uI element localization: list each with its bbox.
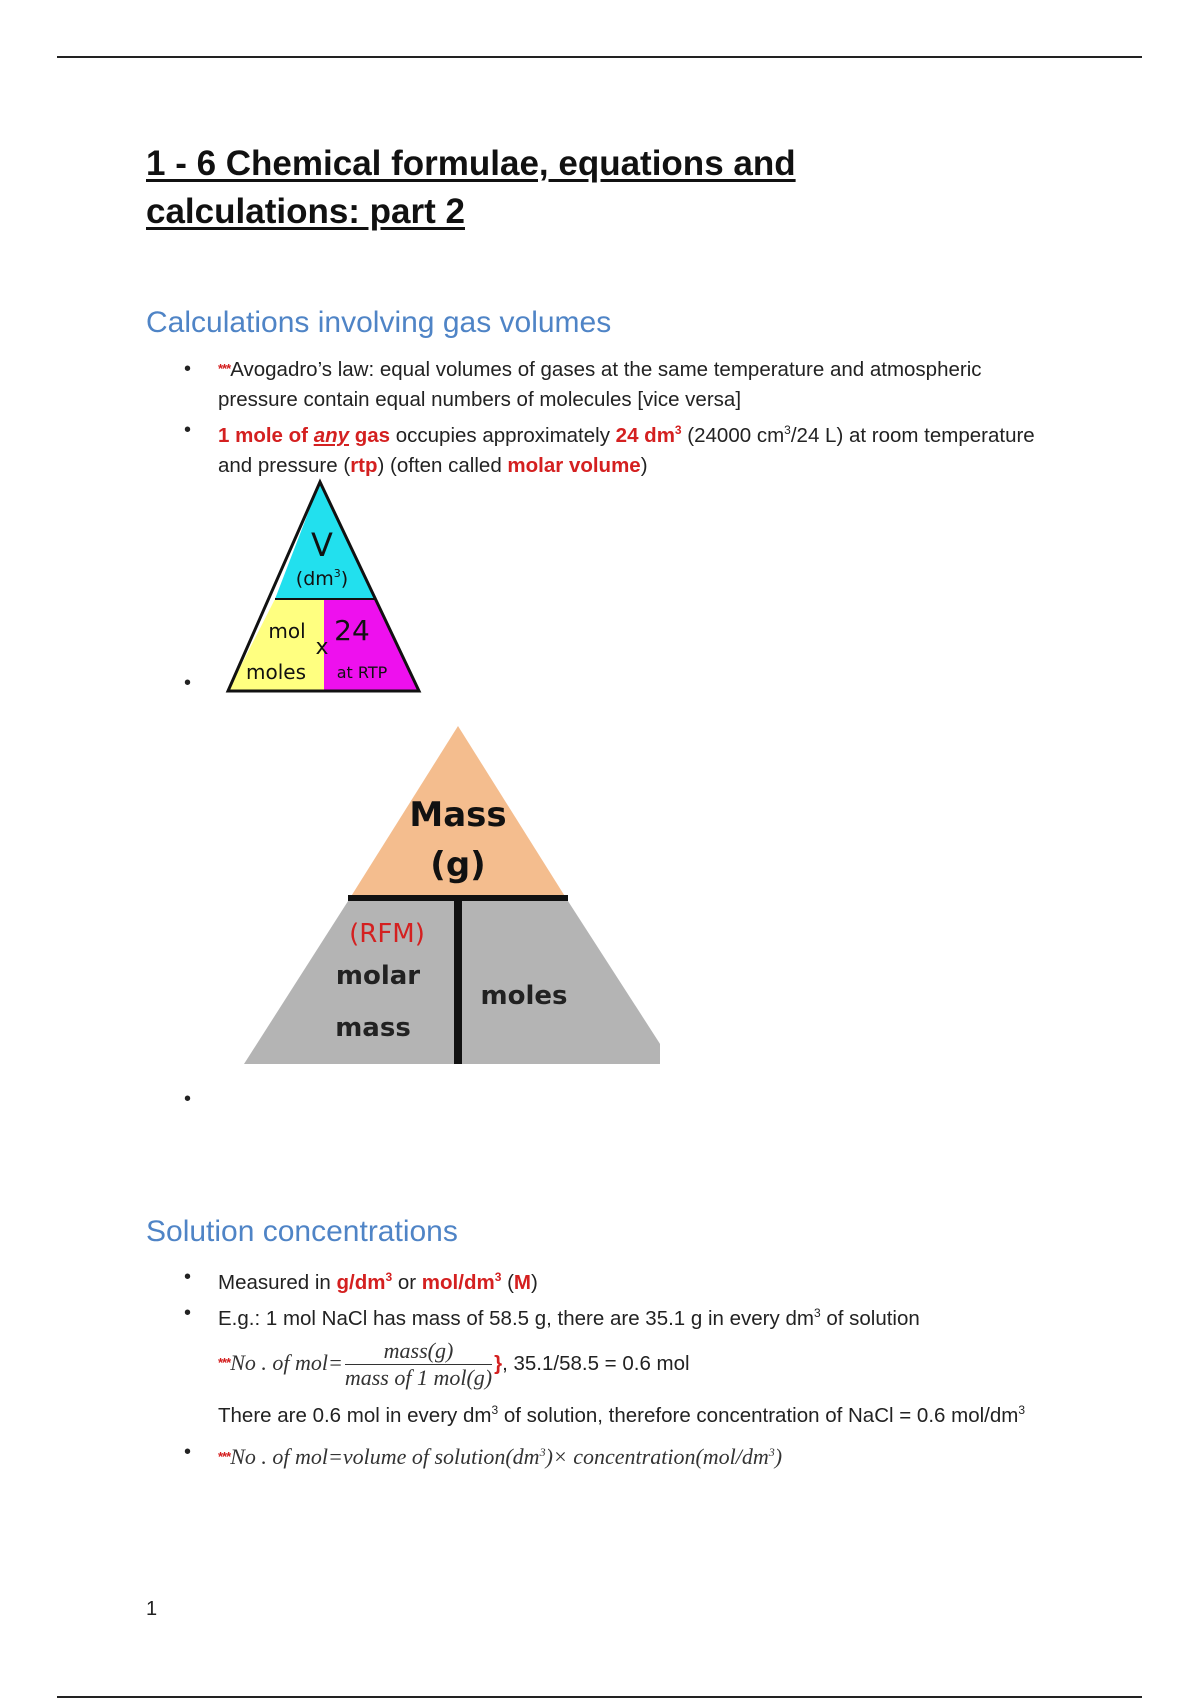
triangle2-molar-label: molar bbox=[335, 961, 421, 991]
avogadro-text: Avogadro’s law: equal volumes of gases at the same temperature and atmospheric pressure contain equal numbers of molecules [vice versa] bbox=[218, 358, 982, 411]
triangle1-moles-label: moles bbox=[246, 660, 306, 684]
triangle1-v-label: V bbox=[311, 526, 333, 564]
triangle1-unit-label: $(dm^3)$ bbox=[295, 567, 349, 590]
bullet-icon: • bbox=[184, 419, 192, 441]
rtp-abbrev: rtp bbox=[350, 454, 378, 477]
triangle1-times-sign: x bbox=[315, 635, 329, 660]
list-item-measured-in bbox=[146, 1262, 1046, 1298]
triangle1-rtp-label: at RTP bbox=[336, 663, 388, 682]
any-word: any bbox=[313, 424, 350, 447]
or-text: or bbox=[392, 1271, 422, 1294]
formula-lhs: No . of mol= bbox=[230, 1349, 343, 1375]
often-called-text: ) (often called bbox=[377, 454, 508, 477]
gas-volume-list bbox=[146, 354, 1046, 481]
triangle2-g-label: (g) bbox=[430, 845, 486, 885]
molar-volume-term: molar volume bbox=[507, 454, 641, 477]
concentration-list bbox=[146, 1262, 1046, 1473]
fraction-numerator: mass(g) bbox=[345, 1338, 492, 1365]
open-paren: ( bbox=[501, 1271, 514, 1294]
mass-triangle bbox=[240, 726, 660, 1066]
stars-marker: *** bbox=[218, 1354, 231, 1370]
close-paren: ) bbox=[531, 1271, 538, 1294]
sup-3: 3 bbox=[1018, 1403, 1026, 1417]
bullet-icon: • bbox=[184, 1302, 192, 1324]
bullet-icon: • bbox=[184, 1088, 192, 1110]
cm3-text: (24000 cm bbox=[681, 424, 785, 447]
m-unit: M bbox=[513, 1271, 531, 1294]
conclusion-text: There are 0.6 mol in every dm bbox=[218, 1404, 492, 1427]
brace-mark: } bbox=[494, 1351, 503, 1375]
section-heading-solution-concentrations: Solution concentrations bbox=[146, 1215, 458, 1248]
stars-marker: *** bbox=[218, 1449, 231, 1464]
list-item-avogadro bbox=[146, 354, 1046, 415]
example-text: E.g.: 1 mol NaCl has mass of 58.5 g, there are 35.1 g in every dm bbox=[218, 1307, 814, 1330]
gdm3-unit: g/dm bbox=[336, 1271, 386, 1294]
gas-volume-triangle bbox=[212, 474, 432, 694]
sup-3: 3 bbox=[491, 1403, 499, 1417]
triangle2-mass-label: Mass bbox=[409, 795, 507, 835]
fraction-denominator: mass of 1 mol(g) bbox=[344, 1365, 493, 1390]
page-number: 1 bbox=[146, 1598, 158, 1620]
close-paren: ) bbox=[640, 454, 648, 477]
triangle2-bottom-section bbox=[244, 898, 660, 1064]
occupies-text: occupies approximately bbox=[390, 424, 616, 447]
section-heading-gas-volumes: Calculations involving gas volumes bbox=[146, 306, 612, 339]
measured-text: Measured in bbox=[218, 1271, 337, 1294]
top-rule bbox=[57, 56, 1142, 58]
gas-word: gas bbox=[349, 424, 391, 447]
bullet-icon: • bbox=[184, 1266, 192, 1288]
moldm3-unit: mol/dm bbox=[421, 1271, 495, 1294]
triangle2-rfm-label: (RFM) bbox=[349, 919, 425, 949]
bullet-icon: • bbox=[184, 672, 192, 694]
triangle2-mass-word-label: mass bbox=[335, 1013, 411, 1043]
concentration-conclusion bbox=[218, 1395, 1046, 1431]
triangle1-mol-label: mol bbox=[268, 619, 306, 643]
stars-marker: *** bbox=[218, 361, 231, 376]
example-text-end: of solution bbox=[820, 1307, 920, 1330]
rtp-text: /24 L) at room temperature and pressure ( bbox=[218, 424, 1035, 477]
triangle1-24-label: 24 bbox=[334, 614, 370, 647]
mole-phrase: 1 mole of bbox=[218, 424, 314, 447]
conclusion-text-2: of solution, therefore concentration of NaCl = 0.6 mol/dm bbox=[498, 1404, 1019, 1427]
sup-3: 3 bbox=[674, 423, 682, 437]
list-item-example bbox=[146, 1298, 1046, 1431]
bottom-rule bbox=[57, 1696, 1142, 1698]
list-item-molar-volume bbox=[146, 415, 1046, 481]
volume-formula: No . of mol=volume of $solution(dm^3)\times$ $concentration(mol/dm^3)$ bbox=[230, 1444, 783, 1469]
bullet-icon: • bbox=[184, 358, 192, 380]
sup-3: 3 bbox=[784, 423, 791, 437]
triangle2-moles-label: moles bbox=[480, 981, 568, 1011]
page-title: 1 - 6 Chemical formulae, equations and calculations: part 2 bbox=[146, 144, 796, 231]
calc-result: , 35.1/58.5 = 0.6 mol bbox=[502, 1351, 690, 1375]
volume-24dm3: 24 dm bbox=[615, 424, 675, 447]
mass-fraction bbox=[345, 1338, 492, 1391]
list-item-volume-formula bbox=[146, 1437, 1046, 1473]
sup-3: 3 bbox=[385, 1270, 393, 1284]
bullet-icon: • bbox=[184, 1441, 192, 1463]
sup-3: 3 bbox=[494, 1270, 502, 1284]
sup-3: 3 bbox=[813, 1306, 821, 1320]
mol-formula-line bbox=[218, 1338, 1046, 1391]
